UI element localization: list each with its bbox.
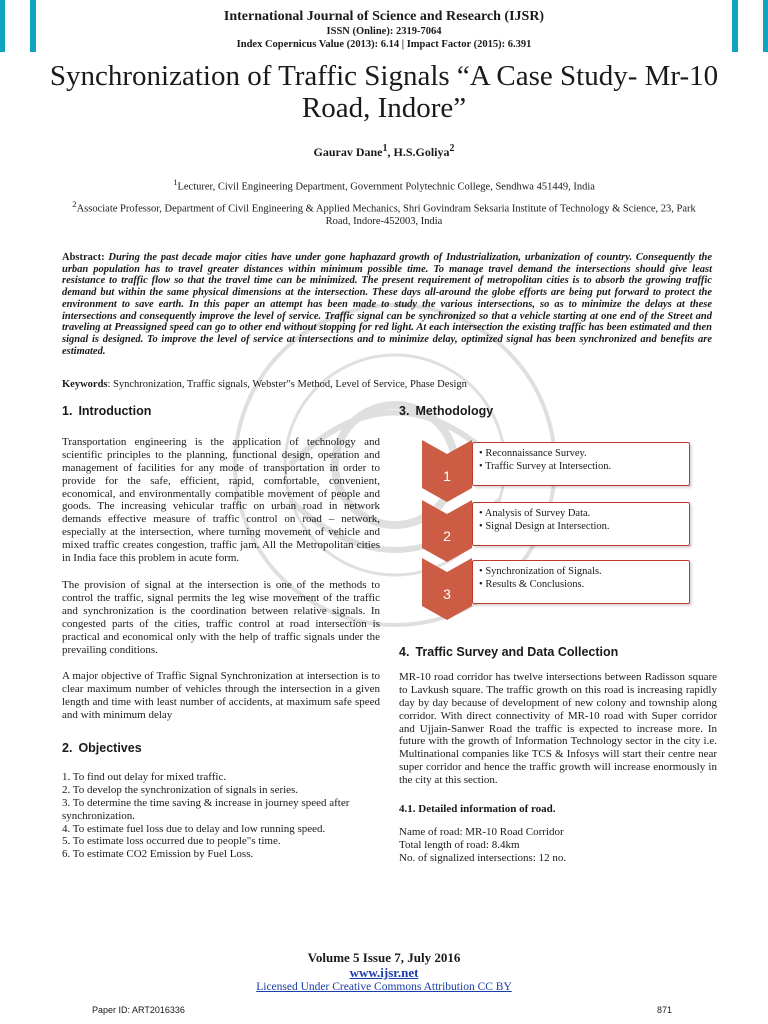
affiliation-1-mark: 1 (173, 177, 178, 187)
objective-item: 3. To determine the time saving & increase in journey speed after synchronization. (62, 796, 350, 822)
issn: ISSN (Online): 2319-7064 (326, 26, 442, 37)
introduction-number: 1. (62, 404, 73, 418)
methodology-heading (399, 405, 717, 418)
affiliation-1-text: Lecturer, Civil Engineering Department, Government Polytechnic College, Sendhwa 451449, India (177, 181, 595, 193)
paper-id: Paper ID: ART2016336 (92, 1005, 185, 1015)
affiliation-1 (60, 176, 708, 194)
objective-item: 5. To estimate loss occurred due to people"s time. (62, 835, 281, 848)
methodology-heading-wrap (399, 405, 717, 418)
step-2-item-2: • Signal Design at Intersection. (479, 521, 610, 532)
introduction-title: Introduction (78, 404, 152, 418)
step-1-item-1: • Reconnaissance Survey. (479, 448, 587, 459)
abstract-label: Abstract: (62, 252, 105, 263)
author-2-affiliation-mark: 2 (449, 143, 455, 154)
step-2-chevron (422, 500, 472, 562)
abstract-text: During the past decade major cities have under gone haphazard growth of Industrialization, urbanization of country. Consequently the urban population has to travel greater distances within minimum possible time. To manage travel demand the intersections should give least resistance to traffic flow so that the travel time can be minimized. The present requirement of metropolitan cities is to absorb the growing traffic demand but within the same physical dimensions at the intersection. These days all-around the globe efforts are being put forward to protect the environment to save earth. In this paper an attempt has been made to study the various intersections, so as to minimize the delays at these intersections and consequently improve the level of service. Traffic signal can be synchronized so that a vehicle starting at one end of the Street and traveling at Preassigned speed can go to other end without stopping for red light. At each intersection the existing traffic has been estimated and then signal is designed. To improve the level of service at intersections and to minimize delay, optimized signal has been synchronized and benefits are estimated. (62, 252, 713, 357)
page-footer (0, 950, 768, 994)
survey-paragraph: MR-10 road corridor has twelve intersections between Radisson square to Lavkush square. The traffic growth on this road is increasing rapidly day by day because of development of new colony and township along corridor. With direct connectivity of MR-10 road with Super corridor and Ujjain-Sanwer Road the traffic is expected to increase more. In future with the growth of Information Technology sector in the city i.e. Multinational companies like TCS & Infosys will start their centre near super corridor and hence the traffic growth will increase enormously in the city at this section. (399, 670, 717, 787)
objectives-number: 2. (62, 741, 73, 756)
step-2-number: 2 (443, 528, 451, 544)
objectives-title: Objectives (78, 741, 142, 756)
survey-section (399, 646, 717, 865)
journal-name: International Journal of Science and Research (IJSR) (223, 9, 545, 24)
author-1-affiliation-mark: 1 (382, 143, 388, 154)
survey-title: Traffic Survey and Data Collection (415, 645, 619, 659)
affiliation-2 (60, 198, 708, 228)
survey-heading (399, 646, 717, 659)
author-separator: , (387, 145, 394, 159)
step-3-item-1: • Synchronization of Signals. (479, 566, 602, 577)
survey-number: 4. (399, 645, 410, 659)
road-line: No. of signalized intersections: 12 no. (399, 851, 567, 864)
abstract (62, 252, 712, 357)
step-3-box (472, 560, 690, 604)
keywords (62, 379, 712, 390)
road-line: Total length of road: 8.4km (399, 838, 520, 851)
author-1: Gaurav Dane (313, 145, 383, 159)
paper-title: Synchronization of Traffic Signals “A Case Study- Mr-10 Road, Indore” (49, 60, 719, 124)
keywords-text: : Synchronization, Traffic signals, Webster"s Method, Level of Service, Phase Design (107, 379, 467, 390)
objective-item: 2. To develop the synchronization of signals in series. (62, 783, 299, 796)
road-line: Name of road: MR-10 Road Corridor (399, 825, 564, 838)
author-2: H.S.Goliya (393, 145, 450, 159)
objectives-heading (62, 742, 380, 755)
step-1-box (472, 442, 690, 486)
methodology-number: 3. (399, 404, 410, 418)
methodology-title: Methodology (415, 404, 494, 418)
step-1-chevron (422, 440, 472, 502)
volume-info: Volume 5 Issue 7, July 2016 (307, 950, 461, 965)
step-2-box (472, 502, 690, 546)
introduction-paragraph-1: Transportation engineering is the application of technology and scientific principles to the planning, functional design, operation and management of facilities for any mode of transportation in order to provide for the safe, efficient, rapid, comfortable, convenient, economical, and environmentally compatible movement of people and goods. The increasing vehicular traffic on urban road in network demands effective measure of traffic control on road – network, especially at the intersection, where turning movement of vehicle and mixed traffic creates congestion, traffic jam. All the Metropolitan cities in India face this problem in acute form. (62, 435, 380, 565)
introduction-paragraph-3: A major objective of Traffic Signal Synchronization at intersection is to clear maximum number of vehicles through the intersection in a given length and time with least number of accidents, at maximum safe speed and with minimum delay (62, 670, 380, 722)
keywords-label: Keywords (62, 379, 108, 390)
page-number: 871 (657, 1005, 673, 1015)
index-line: Index Copernicus Value (2013): 6.14 | Impact Factor (2015): 6.391 (236, 39, 532, 50)
left-column (62, 405, 380, 861)
road-info-heading: 4.1. Detailed information of road. (399, 803, 556, 816)
methodology-diagram (398, 440, 698, 620)
license-link[interactable]: Licensed Under Creative Commons Attribution CC BY (256, 981, 512, 993)
step-3-item-2: • Results & Conclusions. (479, 579, 585, 590)
step-2-item-1: • Analysis of Survey Data. (479, 508, 591, 519)
objective-item: 4. To estimate fuel loss due to delay and low running speed. (62, 822, 326, 835)
journal-header (0, 9, 768, 51)
affiliation-2-mark: 2 (72, 199, 77, 209)
journal-url-link[interactable]: www.ijsr.net (349, 965, 419, 980)
step-1-item-2: • Traffic Survey at Intersection. (479, 461, 612, 472)
step-3-number: 3 (443, 586, 451, 602)
step-1-number: 1 (443, 468, 451, 484)
objective-item: 1. To find out delay for mixed traffic. (62, 770, 227, 783)
affiliation-2-text: Associate Professor, Department of Civil Engineering & Applied Mechanics, Shri Govindram Seksaria Institute of Technology & Science, 23, Park Road, Indore-452003, India (76, 203, 696, 227)
step-3-chevron (422, 558, 472, 620)
introduction-heading (62, 405, 380, 418)
authors (0, 143, 768, 160)
objective-item: 6. To estimate CO2 Emission by Fuel Loss. (62, 848, 254, 861)
objectives-list (62, 771, 380, 861)
introduction-paragraph-2: The provision of signal at the intersection is one of the methods to control the traffic, signal permits the leg wise movement of the traffic and synchronization is the coordination between relative signals. In congested parts of the cities, traffic control at road intersection is practical and economical only with the help of traffic signals under the prevailing conditions. (62, 578, 380, 656)
